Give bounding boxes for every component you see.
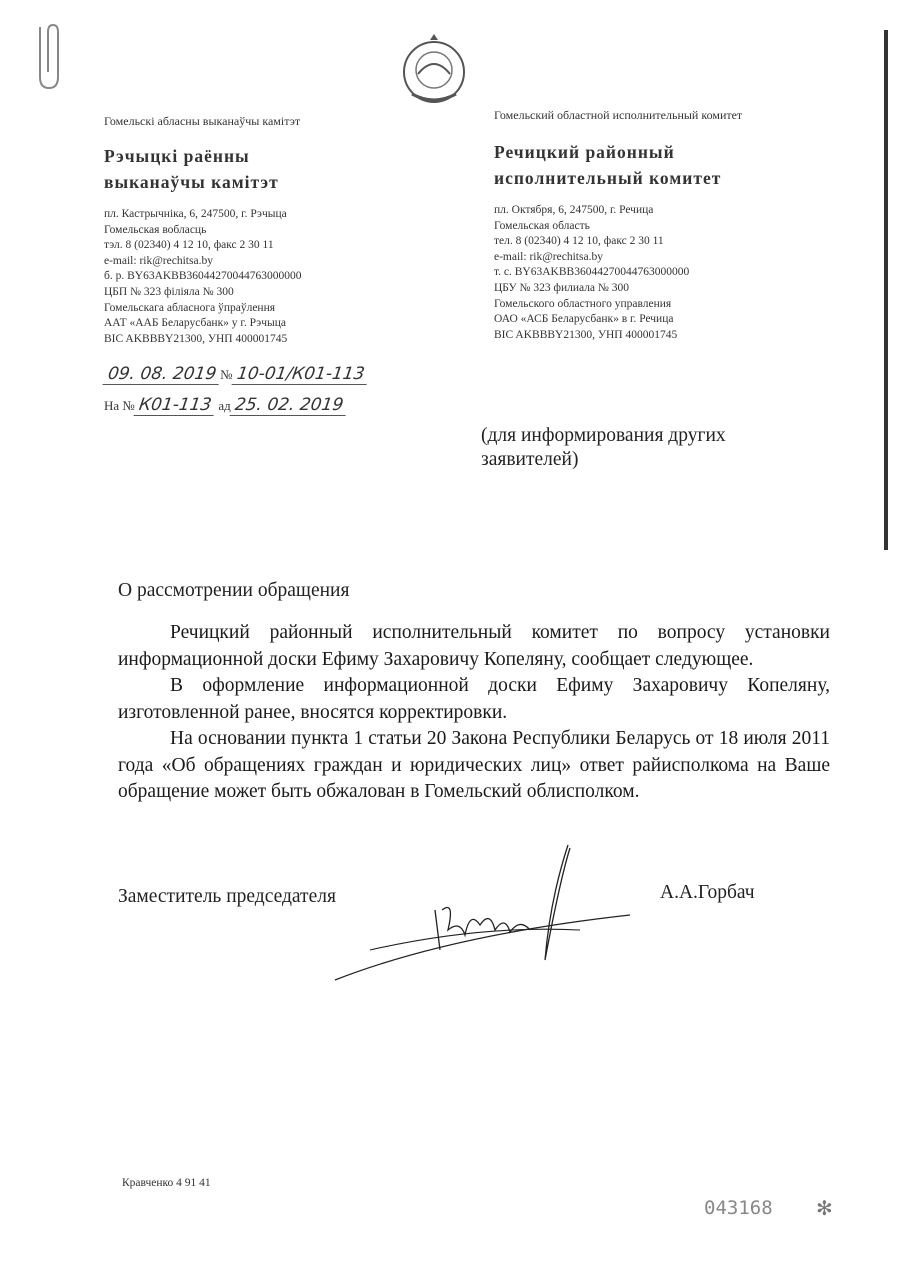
req-line: ЦБУ № 323 филиала № 300 xyxy=(494,281,630,294)
left-requisites xyxy=(104,207,302,347)
scan-edge xyxy=(884,30,888,550)
signatory-position: Заместитель председателя xyxy=(118,886,336,907)
ref-label: На № xyxy=(104,398,135,413)
asterisk-mark-icon: ✻ xyxy=(816,1198,833,1220)
reference-reg-line xyxy=(104,395,347,416)
left-title xyxy=(104,143,279,195)
subject: О рассмотрении обращения xyxy=(118,580,350,601)
right-requisites xyxy=(494,203,689,343)
addressee: (для информирования других заявителей) xyxy=(481,425,726,470)
number-label: № xyxy=(220,367,233,382)
right-parent-org: Гомельский областной исполнительный комитет xyxy=(494,108,743,122)
req-line: BIC AKBBBY21300, УНП 400001745 xyxy=(104,332,288,345)
paragraph: Речицкий районный исполнительный комитет по вопросу установки информационной доски Ефиму Захаровичу Копеляну, сообщает следующее. xyxy=(118,622,830,670)
req-line: ААТ «ААБ Беларусбанк» у г. Рэчыца xyxy=(104,317,286,330)
right-title-line: Речицкий районный xyxy=(494,142,675,162)
req-line: ЦБП № 323 філіяла № 300 xyxy=(104,285,234,298)
ref-number: К01-113 xyxy=(133,395,216,416)
paper-clip-icon xyxy=(32,22,68,94)
req-line: Гомельского областного управления xyxy=(494,297,672,310)
left-title-line: Рэчыцкі раённы xyxy=(104,146,250,166)
outgoing-reg-line xyxy=(104,364,368,385)
right-title-line: исполнительный комитет xyxy=(494,168,722,188)
right-title xyxy=(494,139,721,191)
req-line: т. с. BY63AKBB36044270044763000000 xyxy=(494,266,690,279)
outgoing-date: 09. 08. 2019 xyxy=(103,364,222,385)
req-line: e-mail: rik@rechitsa.by xyxy=(104,254,213,267)
req-line: тэл. 8 (02340) 4 12 10, факс 2 30 11 xyxy=(104,239,274,252)
handwritten-signature xyxy=(330,840,640,990)
req-line: e-mail: rik@rechitsa.by xyxy=(494,250,603,263)
left-parent-org: Гомельскі абласны выканаўчы камітэт xyxy=(104,114,301,128)
req-line: пл. Кастрычніка, 6, 247500, г. Рэчыца xyxy=(104,208,287,220)
executor: Кравченко 4 91 41 xyxy=(122,1177,211,1189)
req-line: Гомельская область xyxy=(494,219,590,232)
req-line: пл. Октября, 6, 247500, г. Речица xyxy=(494,204,654,216)
ref-date: 25. 02. 2019 xyxy=(229,395,348,416)
letter-body xyxy=(118,620,830,806)
req-line: ОАО «АСБ Беларусбанк» в г. Речица xyxy=(494,313,674,326)
ref-date-label: ад xyxy=(218,398,231,413)
req-line: тел. 8 (02340) 4 12 10, факс 2 30 11 xyxy=(494,235,664,248)
req-line: Гомельскага абласнога ўпраўлення xyxy=(104,301,276,314)
paragraph: В оформление информационной доски Ефиму Захаровичу Копеляну, изготовленной ранее, вносятся корректировки. xyxy=(118,675,830,723)
req-line: Гомельская вобласць xyxy=(104,223,207,236)
state-emblem-icon xyxy=(398,34,470,108)
signatory-name: А.А.Горбач xyxy=(660,882,755,903)
serial-number: 043168 xyxy=(704,1197,773,1219)
paragraph: На основании пункта 1 статьи 20 Закона Республики Беларусь от 18 июля 2011 года «Об обращениях граждан и юридических лиц» ответ райисполкома на Ваше обращение может быть обжалован в Гомельский облисполком. xyxy=(118,728,830,802)
req-line: б. р. BY63AKBB36044270044763000000 xyxy=(104,270,302,283)
left-title-line: выканаўчы камітэт xyxy=(104,172,279,192)
outgoing-number: 10-01/К01-113 xyxy=(231,364,369,385)
req-line: BIC AKBBBY21300, УНП 400001745 xyxy=(494,328,678,341)
